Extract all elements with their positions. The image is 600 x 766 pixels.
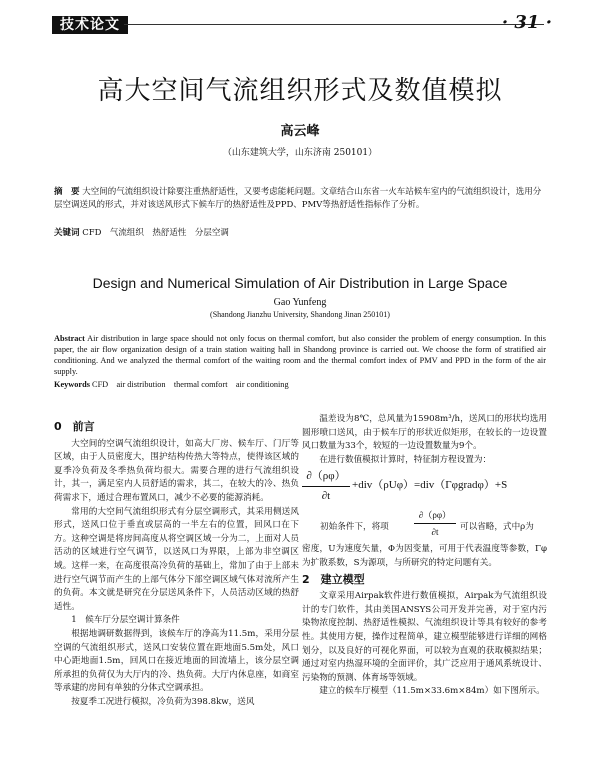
abstract-cn-label: 摘 要: [54, 187, 80, 197]
abstract-cn-text: 大空间的气流组织设计除要注重热舒适性，又要考虑能耗问题。文章结合山东省一火车站候车室内的气流组织设计，选用分层空调送风的形式，并对该送风形式下候车厅的热舒适性及PPD、PMV等热舒适性指标作了分析。: [54, 187, 542, 210]
running-header: [44, 10, 564, 34]
fraction-bar: [302, 486, 350, 487]
paragraph: 大空间的空调气流组织设计，如高大厂房、候车厅、门厅等区域，由于人员密度大，围护结构传热大等特点，使得该区域的夏季冷负荷及冬季热负荷均很大。需要合理的进行气流组织设计，其一，满足室内人员舒适的需求，其二，在较大的冷、热负荷需求下，通过合理布置风口，减少不必要的能源消耗。: [54, 438, 299, 503]
affiliation-en: (Shandong Jianzhu University, Shandong Jinan 250101): [210, 310, 390, 319]
section-heading-intro: 0 前言: [54, 420, 95, 433]
equation-rhs: +div（ρUφ）=div（Γφgradφ）+S: [352, 479, 508, 492]
abstract-en: [54, 333, 546, 377]
abstract-en-text: Air distribution in large space should not only focus on thermal comfort, but also consider the problem of energy consumption. In this paper, the air flow organization design of a train station waiting hall in Shandong province is carried out. We choose the form of stratified air conditioning. And we analyzed the thermal comfort of the waiting room and the thermal comfort index of PMV and PPD in the form of the air supply.: [54, 334, 546, 376]
body-column-right: [302, 413, 547, 699]
inline-fraction: [414, 509, 456, 538]
keywords-cn-text: CFD 气流组织 热舒适性 分层空调: [82, 228, 229, 238]
equation-denominator: ∂t: [321, 490, 331, 503]
keywords-en: [54, 378, 546, 390]
page-number: · 31 ·: [501, 12, 552, 33]
equation-fraction: [302, 469, 350, 504]
paragraph: 在进行数值模拟计算时，特征制方程设置为：: [319, 454, 492, 465]
keywords-en-label: Keywords: [54, 380, 90, 389]
title-cn: 高大空间气流组织形式及数值模拟: [97, 76, 503, 106]
paragraph: 文章采用Airpak软件进行数值模拟，Airpak为气流组织设计的专门软件，其由美国ANSYS公司开发并完善，对于室内污染物浓度控制、热舒适性模拟、气流组织设计等具有较好的参考性。其使用方便，操作过程简单，建立模型能够进行详细的网格划分，以及良好的可视化界面，可以较为直观的获取模拟结果；通过对室内热湿环境的全面评价，其广泛应用于通风系统设计、污染物的预测、体育场等领域。: [302, 591, 547, 683]
abstract-en-label: Abstract: [54, 334, 85, 343]
inline-numerator: ∂（ρφ）: [418, 510, 452, 521]
section-label: 技术论文: [52, 16, 128, 34]
header-rule: [124, 24, 544, 25]
inline-denominator: ∂t: [431, 527, 439, 538]
author-cn: 高云峰: [280, 124, 320, 139]
affiliation-cn: （山东建筑大学，山东济南 250101）: [222, 148, 378, 158]
initial-condition-line: [302, 509, 547, 543]
keywords-cn: [54, 226, 546, 238]
author-en: Gao Yunfeng: [273, 297, 327, 308]
paragraph: 按夏季工况进行模拟，冷负荷为398.8kw，送风: [71, 696, 255, 707]
keywords-cn-label: 关键词: [54, 228, 80, 238]
subsection-heading: 1 候车厅分层空调计算条件: [71, 615, 180, 626]
init-text-after: 可以省略，式中ρ为: [460, 522, 534, 533]
section-heading-model: 2 建立模型: [302, 572, 365, 586]
title-en: Design and Numerical Simulation of Air Distribution in Large Space: [92, 275, 508, 291]
abstract-cn: [54, 186, 546, 212]
init-text-before: 初始条件下，将项: [320, 522, 389, 533]
paragraph: 温差设为8℃，总风量为15908m³/h，送风口的形状均选用圆形喷口送风，由于候车厅的形状近似矩形，在较长的一边设置风口数量为33个，较短的一边设置数量为9个。: [302, 414, 547, 452]
governing-equation: [302, 469, 547, 507]
body-column-left: [54, 418, 299, 709]
equation-numerator: ∂（ρφ）: [306, 470, 346, 483]
paragraph: 建立的候车厅模型（11.5m×33.6m×84m）如下图所示。: [319, 686, 545, 697]
paragraph: 常用的大空间气流组织形式有分层空调形式，其采用侧送风形式，送风口位于垂直或层高的一半左右的位置，回风口在下方。这种空调是将房间高度从将空调区域一分为二，上面对人员活动的区域进行空气调节，以送风口为界限，上部为非空调区域。这样一来，在高度很高冷负荷的基础上，常加了由于上部未进行空气调节而产生的上部气体分下部空调区域气体对流所产生的负荷。本文就是研究在分层送风条件下，人员活动区域的热舒适性。: [54, 506, 299, 612]
keywords-en-text: CFD air distribution thermal comfort air conditioning: [92, 380, 289, 389]
paragraph: 密度，U为速度矢量，Φ为因变量，可用于代表温度等参数，Γφ为扩散系数，S为源项，与所研究的特定问题有关。: [302, 544, 547, 568]
fraction-bar: [414, 523, 456, 524]
paragraph: 根据地调研数据得到，该候车厅的净高为11.5m，采用分层空调的气流组织形式，送风口安装位置在距地面5.5m处，风口中心距地面1.5m，回风口在接近地面的回流墙上，该分层空调所承担的负荷仅为大厅内的冷、热负荷。大厅内休息座，如商室等承建的房间有单独的分体式空调承担。: [54, 628, 299, 694]
